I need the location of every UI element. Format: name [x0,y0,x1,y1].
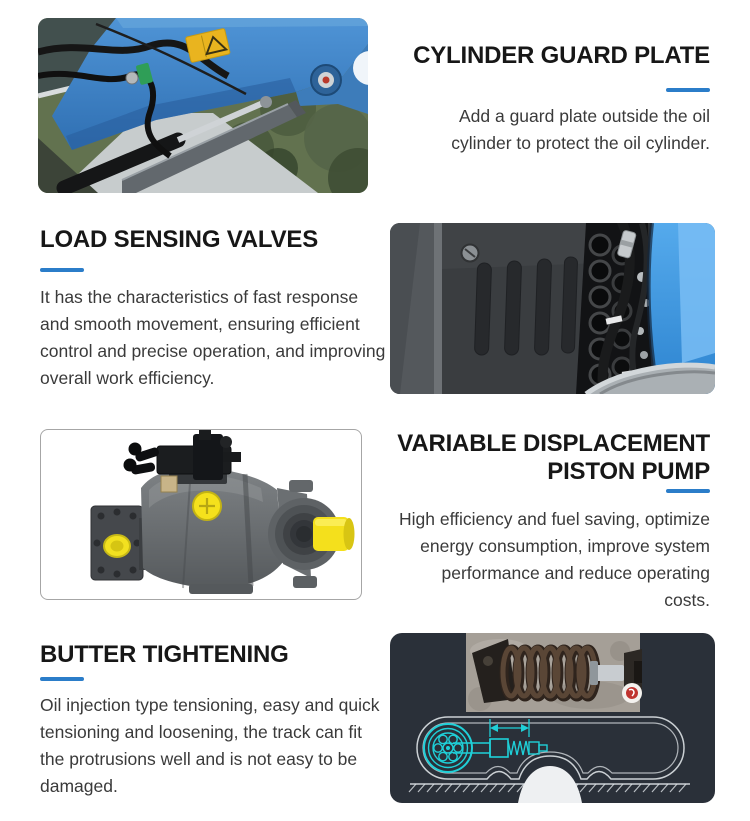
feature-load-sensing-valves [40,226,390,392]
accent-divider [666,489,710,493]
piston-pump-photo [40,429,362,600]
feature-title [370,430,710,486]
track-diagram-illustration [390,633,715,803]
tensioner-rod [594,665,624,681]
accent-divider [666,88,710,92]
feature-description: Oil injection type tensioning, easy and quick tensioning and loosening, the track can fit the protrusions well and is not easy to be damaged. [40,695,380,796]
accent-divider [40,677,84,681]
hydraulic-valve-bank-photo [390,223,715,394]
accent-divider [40,268,84,272]
feature-description: High efficiency and fuel saving, optimize energy consumption, improve system performance and reduce operating costs. [399,509,710,610]
track-tensioner-photo-and-diagram [390,633,715,803]
control-valve-assembly [124,430,242,492]
feature-title: BUTTER TIGHTENING [40,641,289,668]
feature-variable-displacement-piston-pump [370,430,710,614]
feature-title-line2: PISTON PUMP [547,458,710,485]
feature-cylinder-guard-plate [370,42,710,157]
excavator-boom-illustration [38,18,368,193]
feature-title: CYLINDER GUARD PLATE [413,42,710,69]
coil-spring [503,648,596,697]
feature-description: It has the characteristics of fast response and smooth movement, ensuring efficient control and precise operation, and improving overall work efficiency. [40,287,386,388]
tensioner-photo [466,633,642,712]
ground-mound [518,766,582,803]
feature-title: LOAD SENSING VALVES [40,226,319,253]
feature-butter-tightening [40,641,390,800]
valve-bank-illustration [390,223,715,394]
piston-pump-illustration [41,430,361,599]
excavator-boom-cylinder-photo [38,18,368,193]
feature-description: Add a guard plate outside the oil cylinder to protect the oil cylinder. [451,106,710,153]
spring-symbol [508,741,529,755]
feature-title-line1: VARIABLE DISPLACEMENT [397,430,710,457]
